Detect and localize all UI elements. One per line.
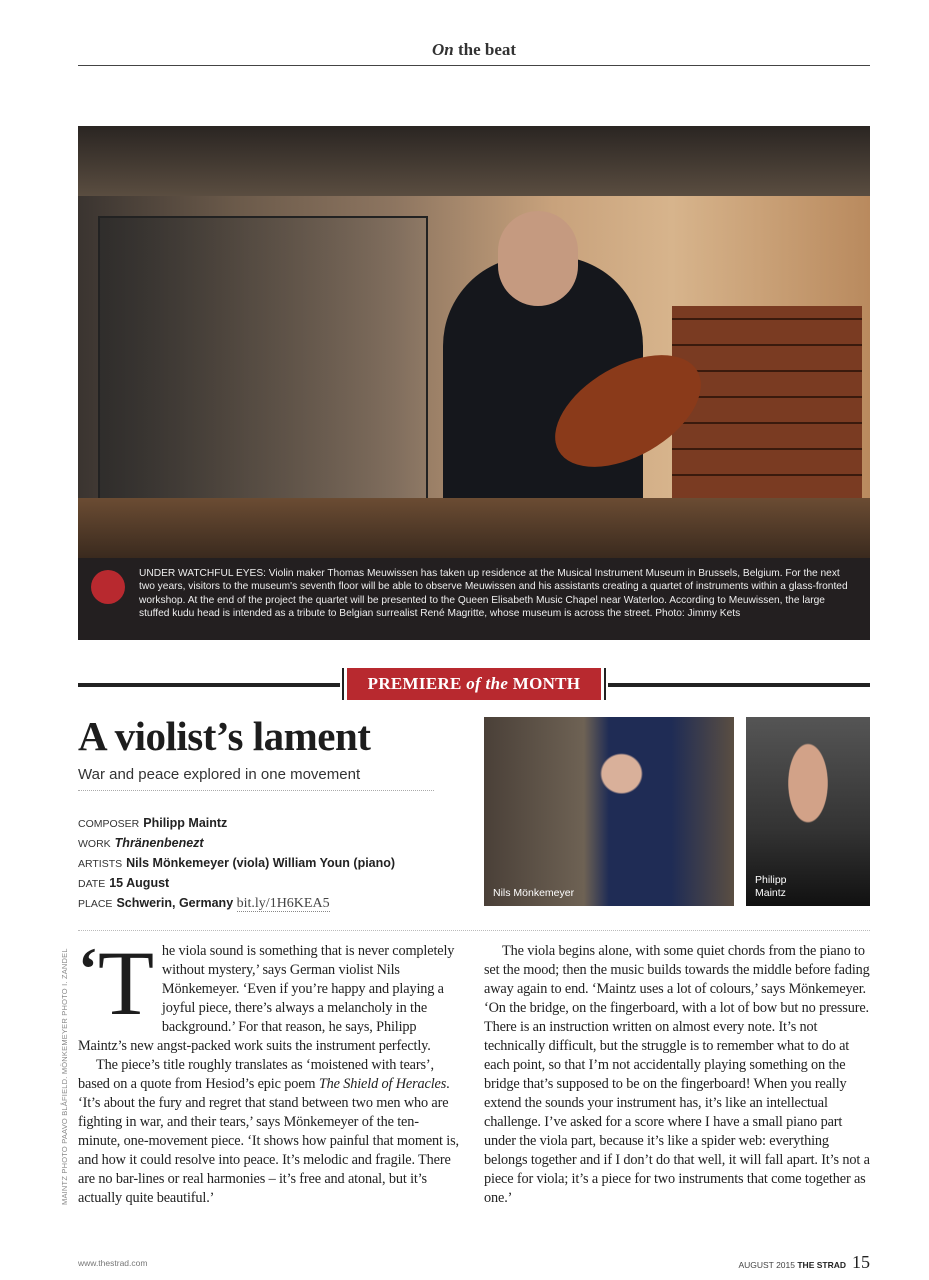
banner-rule-right [608,683,870,687]
photo-maintz [746,717,870,906]
article-subtitle: War and peace explored in one movement [78,766,361,783]
meta-work: WORK Thränenbenezt [78,836,204,850]
footer-folio: AUGUST 2015 THE STRAD 15 [738,1252,870,1272]
banner-rule-left [78,683,340,687]
divider [78,930,870,931]
page-number: 15 [852,1252,870,1272]
section-header: On the beat [431,40,517,59]
paragraph: ‘T he viola sound is something that is never completely without mystery,’ says German violist Nils Mönkemeyer. ‘Even if you’re happy and playing a joyful piece, there’s always a melancholy in the background.’ For that reason, he says, Philipp Maintz’s new angst-packed work suits the instrument perfectly. [78,943,455,1054]
drop-cap: ‘T [78,944,154,1022]
photo-label: Philipp Maintz [755,874,787,899]
photo-label: Nils Mönkemeyer [493,887,575,899]
caption-bullet-icon [91,570,125,604]
paragraph: The viola begins alone, with some quiet chords from the piano to set the mood; then the music builds towards the middle before fading away again to end. ‘Maintz uses a lot of colours,’ says Mönkemeyer. ‘On the bridge, on the fingerboard, with a lot of bow but no pressure. There is an instruction written on almost every note. It’s not technically difficult, but the struggle is to remember what to do at each point, so that I’m not accidentally playing something on the bridge that’s supposed to be on the fingerboard! When you really extend the sounds your instrument has, it’s like an intellectual challenge. I’ve asked for a score where I have a small piano part under the viola part, because it’s like a spider web: everything belongs together and if I don’t do that well, it will fall apart. It’s not a piece for viola; it’s a piece for two instruments that come together as one.’ [484,943,870,1206]
article-title: A violist’s lament [78,713,371,759]
event-link[interactable]: bit.ly/1H6KEA5 [236,896,330,911]
meta-composer: COMPOSER Philipp Maintz [78,816,228,830]
meta-place: PLACE Schwerin, Germany bit.ly/1H6KEA5 [78,896,330,911]
meta-date: DATE 15 August [78,876,170,890]
premiere-banner: PREMIERE of the MONTH [342,668,606,700]
photo-caption: UNDER WATCHFUL EYES: Violin maker Thomas Meuwissen has taken up residence at the Musical Instrument Museum in Brussels, Belgium. For the next two years, visitors to the museum's seventh floor will be able to observe Meuwissen and his assistants creating a quartet of instruments within a glass-fronted workshop. At the end of the project the quartet will be presented to the Queen Elisabeth Music Chapel near Waterloo. According to Meuwissen, the large stuffed kudu head is intended as a tribute to Belgian surrealist René Magritte, whose museum is across the street. Photo: Jimmy Kets [78,558,870,640]
premiere-details [78,814,478,914]
body-column-left [78,942,460,1208]
body-column-right [484,942,874,1208]
workshop-photo [78,126,870,558]
paragraph: The piece’s title roughly translates as ‘moistened with tears’, based on a quote from Hesiod’s epic poem The Shield of Heracles. ‘It’s about the fury and regret that stand between two men who are fighting in war, and their tears,’ says Mönkemeyer of the ten-minute, one-movement piece. ‘It shows how painful that moment is, and how it could resolve into peace. It’s melodic and fragile. There are no bar-lines or real harmonies – it’s free and atonal, but it’s actually quite beautiful.’ [78,1057,459,1206]
photo-credit: MAINTZ PHOTO PAAVO BLÅFIELD. MÖNKEMEYER PHOTO I. ZANDEL [60,948,69,1205]
header-rule [78,65,870,66]
photo-monkemeyer [484,717,734,906]
footer-url: www.thestrad.com [78,1258,148,1268]
divider [78,790,434,791]
meta-artists: ARTISTS Nils Mönkemeyer (viola) William Youn (piano) [78,856,396,870]
